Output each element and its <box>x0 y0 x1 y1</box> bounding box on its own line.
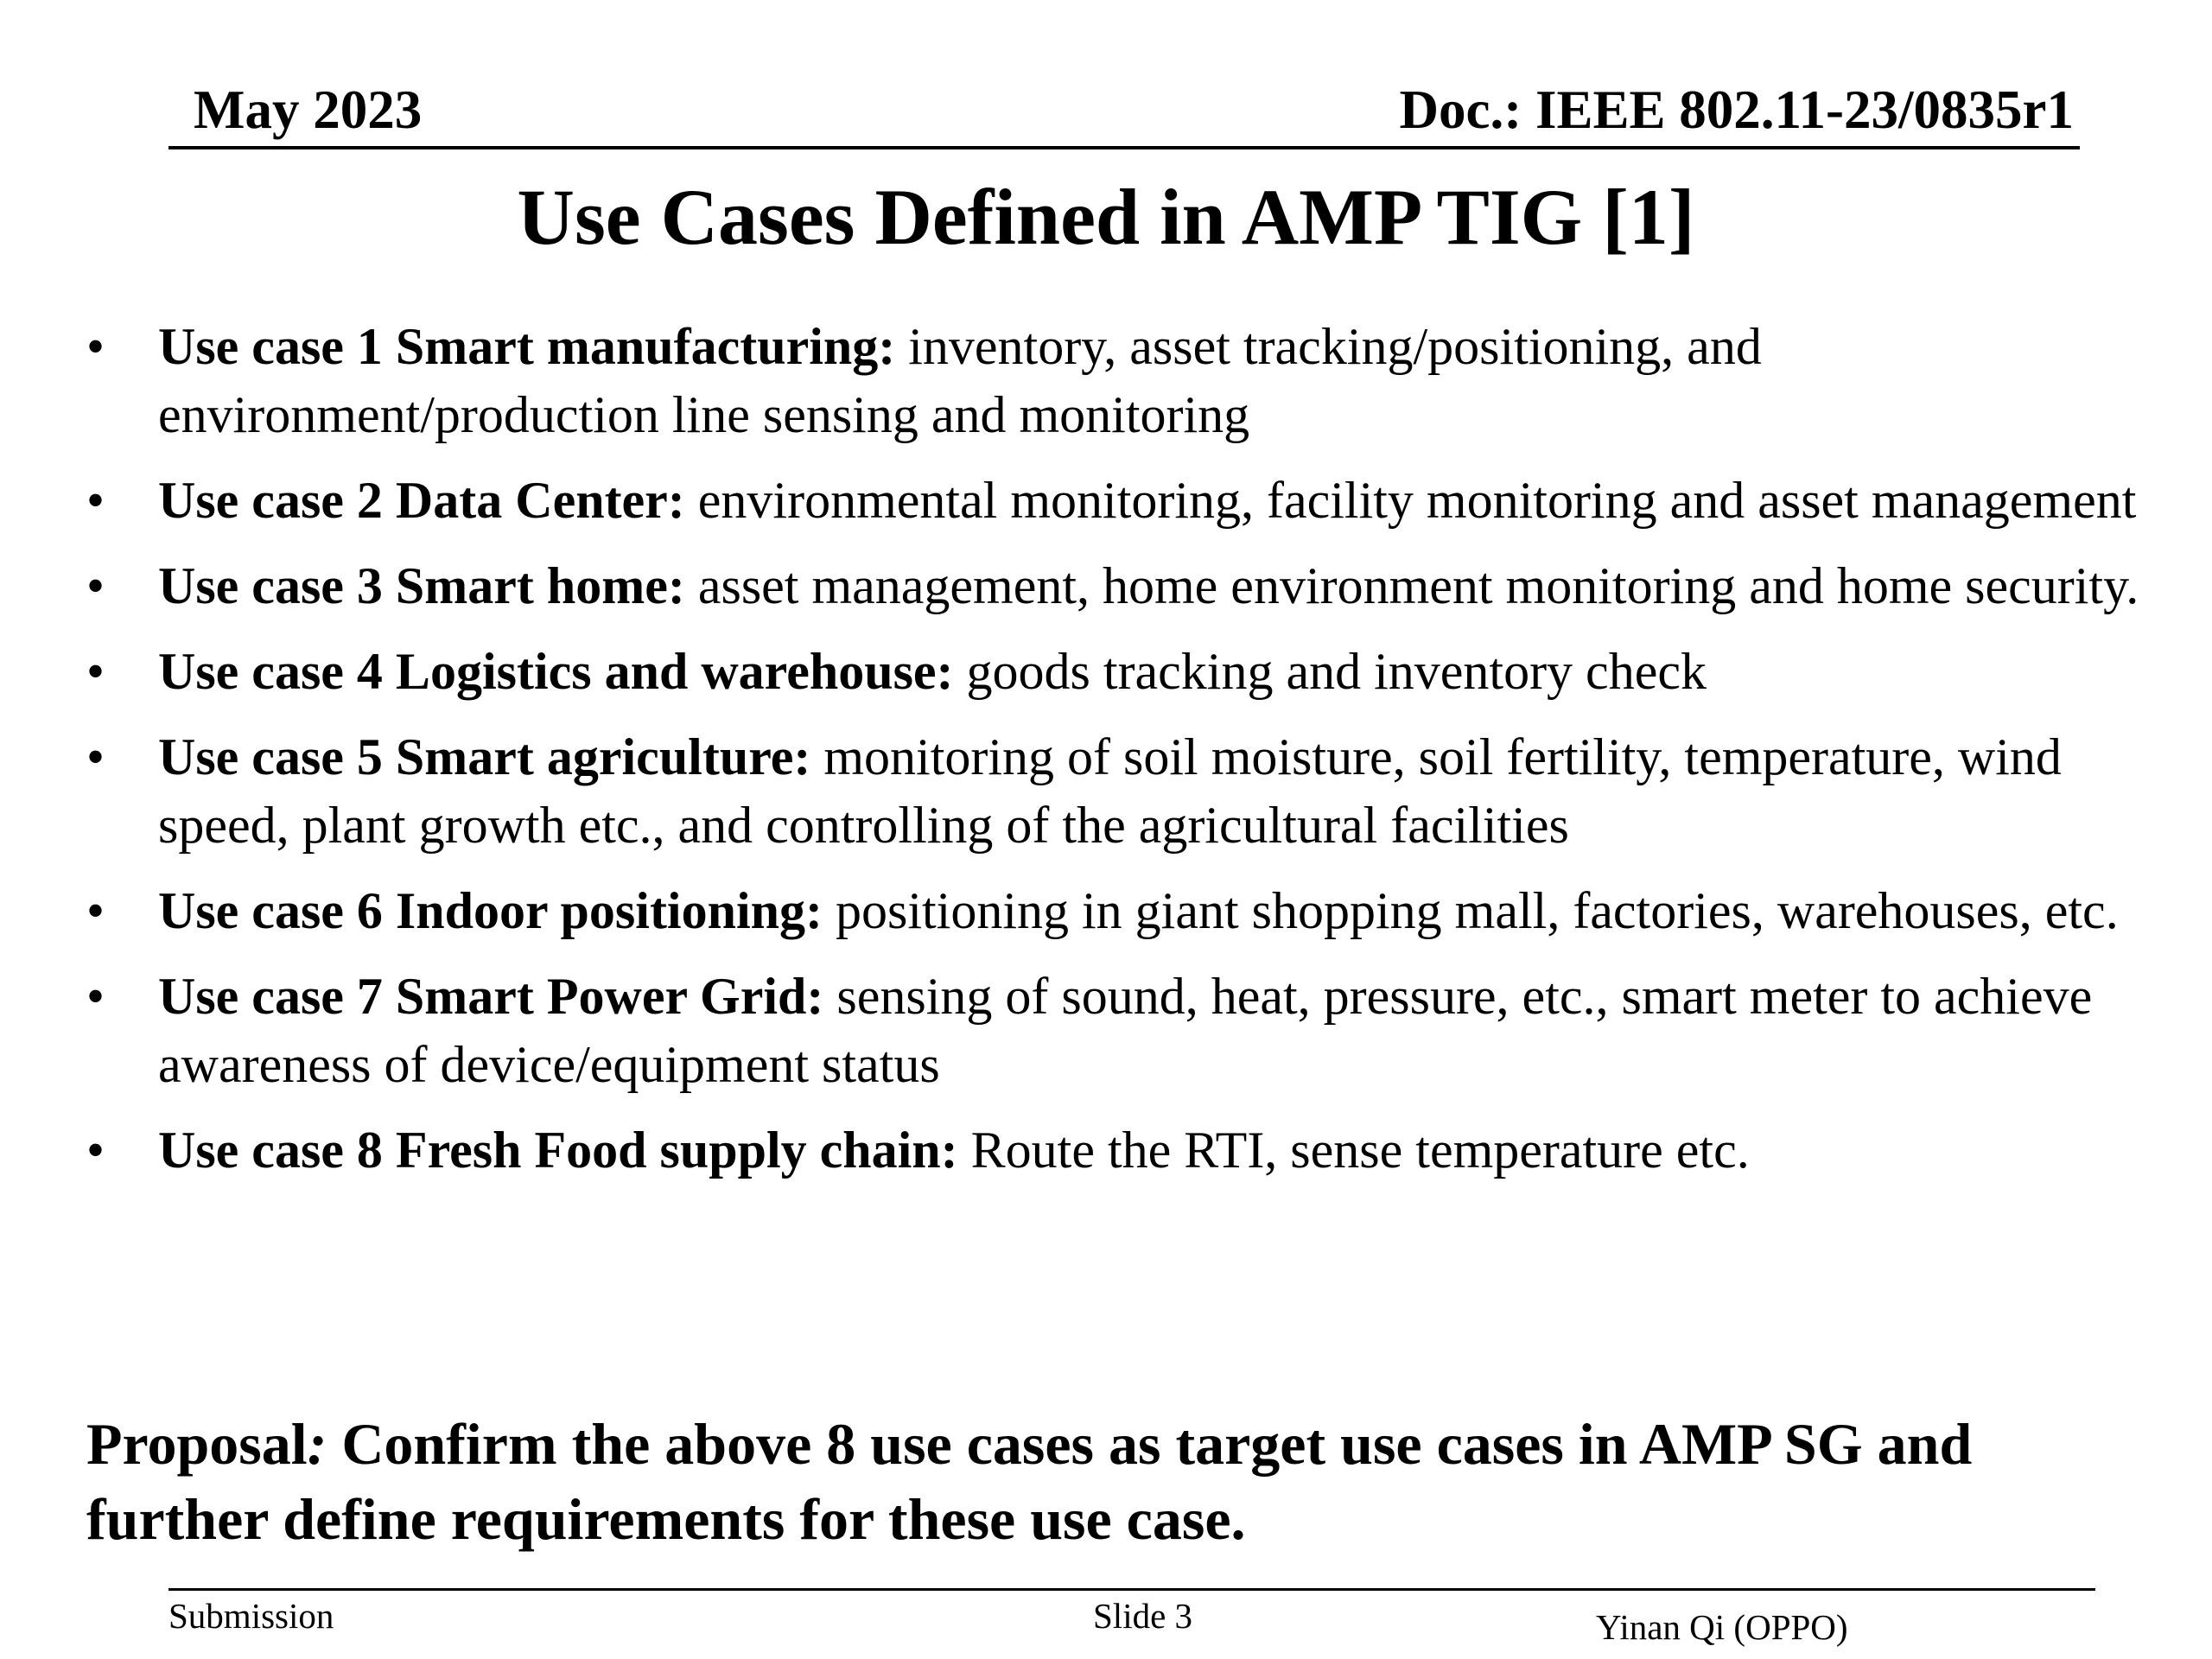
use-case-heading: Use case 8 Fresh Food supply chain: <box>158 1122 958 1179</box>
use-case-item <box>86 963 2160 1099</box>
use-case-item <box>86 1116 2160 1185</box>
proposal-text: Confirm the above 8 use cases as target use cases in AMP SG and further define requirements for these use case. <box>86 1411 1973 1552</box>
bullet-icon: • <box>86 318 105 375</box>
use-case-heading: Use case 3 Smart home: <box>158 557 685 614</box>
use-case-description: goods tracking and inventory check <box>953 643 1707 700</box>
use-case-heading: Use case 2 Data Center: <box>158 472 685 529</box>
use-case-description: positioning in giant shopping mall, factories, warehouses, etc. <box>822 882 2119 939</box>
use-case-item <box>86 877 2160 945</box>
use-case-item <box>86 552 2160 620</box>
bullet-icon: • <box>86 1122 105 1179</box>
use-case-item <box>86 638 2160 706</box>
use-case-heading: Use case 6 Indoor positioning: <box>158 882 823 939</box>
bullet-icon: • <box>86 728 105 785</box>
use-case-heading: Use case 5 Smart agriculture: <box>158 728 811 785</box>
proposal-statement <box>86 1407 2160 1557</box>
use-case-item <box>86 467 2160 535</box>
use-case-list <box>86 313 2160 1202</box>
bullet-icon: • <box>86 643 105 700</box>
use-case-description: inventory, asset tracking/positioning, and environment/production line sensing and monitoring <box>158 318 1762 443</box>
footer-rule <box>168 1588 2095 1591</box>
bullet-icon: • <box>86 968 105 1025</box>
header-rule <box>168 146 2080 149</box>
slide-title: Use Cases Defined in AMP TIG [1] <box>517 173 1695 261</box>
footer-slide-number: Slide 3 <box>1093 1596 1193 1636</box>
header-date: May 2023 <box>194 79 423 140</box>
use-case-heading: Use case 4 Logistics and warehouse: <box>158 643 954 700</box>
proposal-label: Proposal <box>86 1411 308 1477</box>
use-case-description: environmental monitoring, facility monitoring and asset management <box>684 472 2137 529</box>
use-case-item <box>86 313 2160 449</box>
use-case-heading: Use case 1 Smart manufacturing: <box>158 318 896 375</box>
bullet-icon: • <box>86 472 105 529</box>
header-doc-id: Doc.: IEEE 802.11-23/0835r1 <box>1399 79 2074 140</box>
bullet-icon: • <box>86 557 105 614</box>
use-case-description: asset management, home environment monitoring and home security. <box>684 557 2139 614</box>
use-case-item <box>86 723 2160 860</box>
footer-author: Yinan Qi (OPPO) <box>1596 1607 1848 1647</box>
use-case-description: Route the RTI, sense temperature etc. <box>957 1122 1750 1179</box>
use-case-heading: Use case 7 Smart Power Grid: <box>158 968 824 1025</box>
use-case-description: sensing of sound, heat, pressure, etc., smart meter to achieve awareness of device/equipment status <box>158 968 2093 1093</box>
proposal-colon: : <box>307 1411 327 1477</box>
use-case-description: monitoring of soil moisture, soil fertility, temperature, wind speed, plant growth etc., and controlling of the agricultural facilities <box>158 728 2062 854</box>
footer-submission: Submission <box>168 1596 334 1636</box>
bullet-icon: • <box>86 882 105 939</box>
